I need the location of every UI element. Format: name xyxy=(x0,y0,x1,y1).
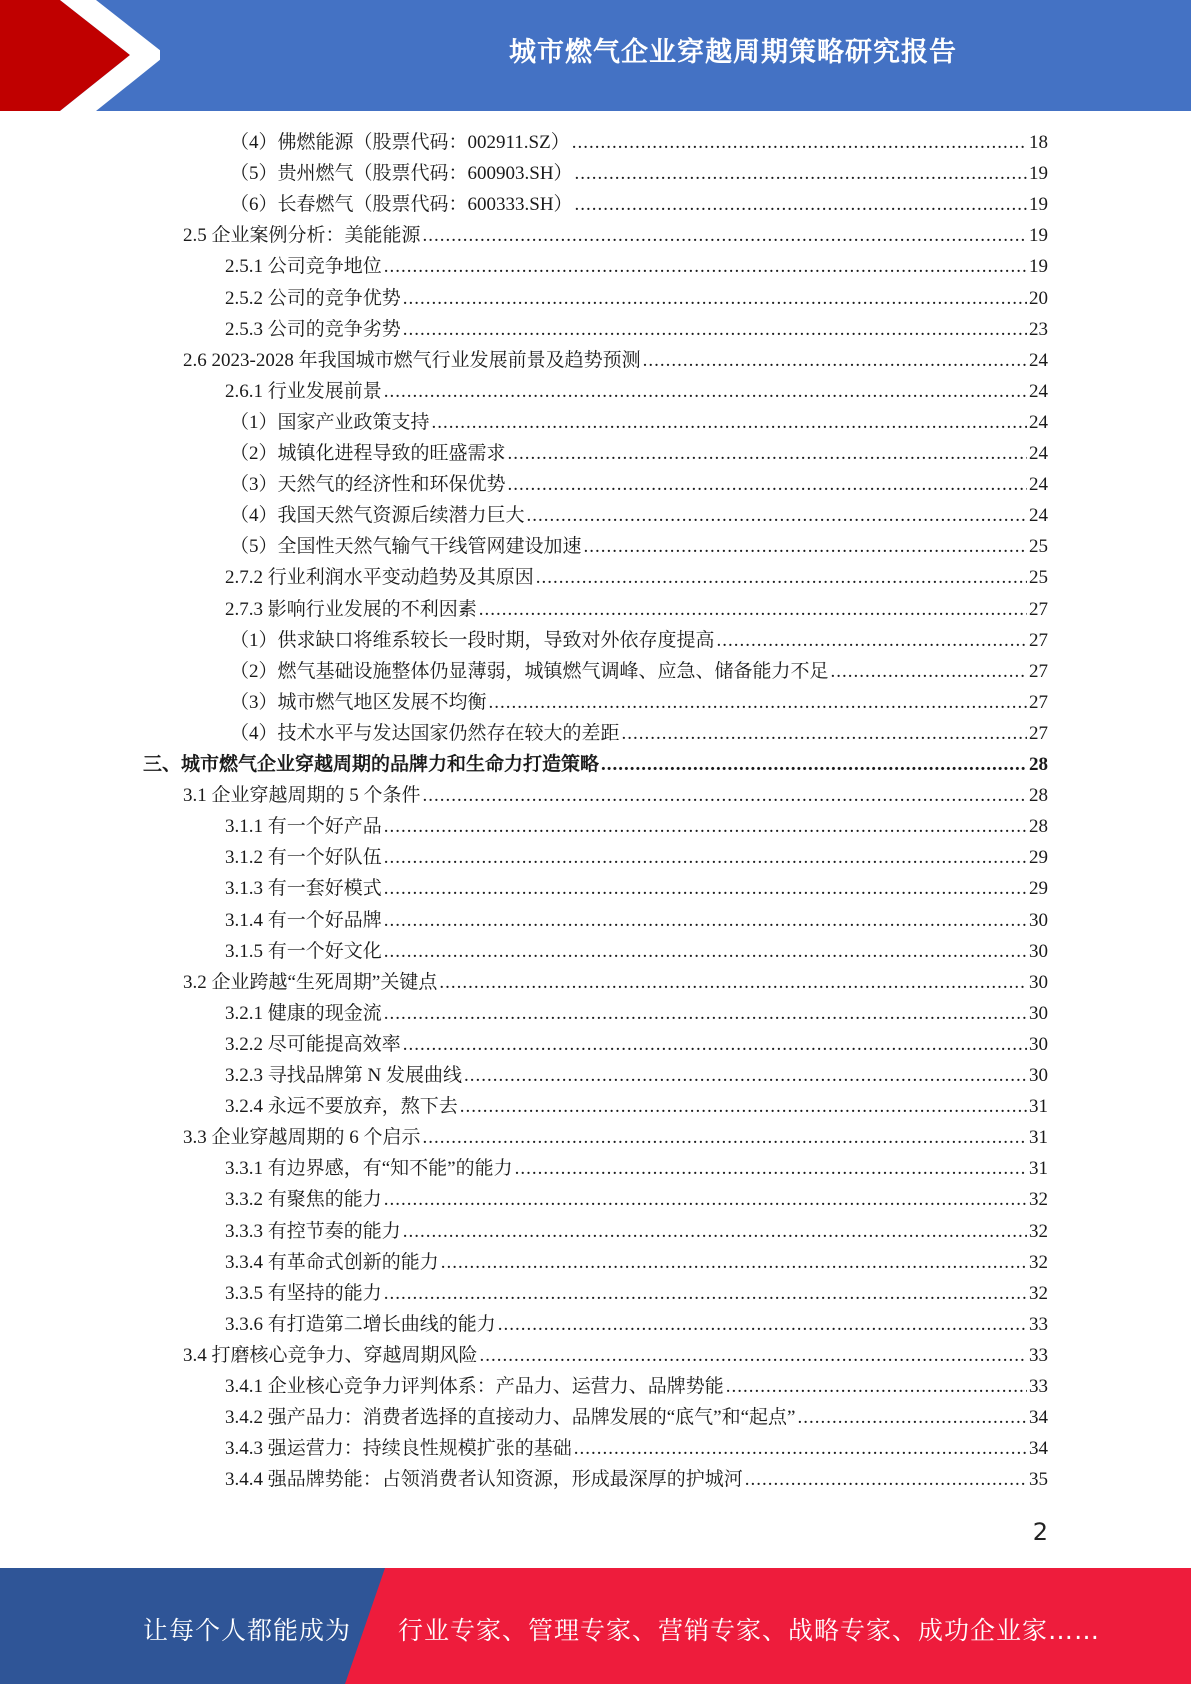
toc-entry-title: 3.1.1 有一个好产品 xyxy=(225,816,382,838)
toc-entry[interactable] xyxy=(183,780,1048,811)
toc-dot-leader xyxy=(480,1340,1027,1371)
toc-entry[interactable] xyxy=(225,1091,1048,1122)
toc-page-number: 18 xyxy=(1029,132,1048,153)
toc-page-number: 35 xyxy=(1029,1469,1048,1491)
toc-page-number: 24 xyxy=(1029,443,1048,464)
toc-entry[interactable] xyxy=(225,873,1048,904)
toc-entry[interactable] xyxy=(225,1371,1048,1402)
toc-entry-title: （1）供求缺口将维系较长一段时期，导致对外依存度提高 xyxy=(230,629,715,651)
toc-entry-title: 3.1.3 有一套好模式 xyxy=(225,878,382,900)
toc-dot-leader xyxy=(403,1216,1027,1247)
toc-dot-leader xyxy=(575,189,1027,220)
toc-entry[interactable] xyxy=(225,1060,1048,1091)
toc-dot-leader xyxy=(643,345,1027,376)
toc-dot-leader xyxy=(384,905,1027,936)
toc-dot-leader xyxy=(508,469,1027,500)
toc-page-number: 31 xyxy=(1029,1127,1048,1149)
toc-entry[interactable] xyxy=(225,594,1048,625)
toc-page-number: 27 xyxy=(1029,722,1048,744)
toc-page-number: 25 xyxy=(1029,536,1048,558)
toc-dot-leader xyxy=(831,656,1027,687)
toc-entry-title: （3）天然气的经济性和环保优势 xyxy=(230,474,506,496)
toc-page-number: 28 xyxy=(1029,816,1048,838)
toc-entry[interactable] xyxy=(230,189,1048,220)
toc-entry[interactable] xyxy=(230,500,1048,531)
toc-dot-leader xyxy=(508,438,1027,469)
toc-dot-leader xyxy=(423,1122,1027,1153)
toc-entry-title: 3.3.2 有聚焦的能力 xyxy=(225,1189,382,1211)
toc-dot-leader xyxy=(464,1060,1027,1091)
toc-entry[interactable] xyxy=(183,967,1048,998)
toc-dot-leader xyxy=(403,283,1027,314)
toc-dot-leader xyxy=(423,220,1027,251)
toc-dot-leader xyxy=(403,314,1027,345)
toc-page-number: 27 xyxy=(1029,660,1048,682)
toc-page-number: 25 xyxy=(1029,567,1048,589)
toc-page-number: 24 xyxy=(1029,349,1048,371)
toc-dot-leader xyxy=(489,687,1027,718)
toc-page-number: 30 xyxy=(1029,909,1048,931)
toc-page-number: 27 xyxy=(1029,691,1048,713)
toc-page-number: 31 xyxy=(1029,1096,1048,1118)
toc-dot-leader xyxy=(403,1029,1027,1060)
toc-entry-title: 3.1.5 有一个好文化 xyxy=(225,940,382,962)
toc-page-number: 24 xyxy=(1029,411,1048,433)
toc-entry-title: （4）佛燃能源（股票代码：002911.SZ） xyxy=(230,132,570,153)
toc-entry-title: 3.4.3 强运营力：持续良性规模扩张的基础 xyxy=(225,1438,572,1460)
toc-page-number: 20 xyxy=(1029,287,1048,309)
toc-entry[interactable] xyxy=(183,1340,1048,1371)
toc-entry[interactable] xyxy=(230,127,1048,158)
toc-entry[interactable] xyxy=(225,1309,1048,1340)
toc-dot-leader xyxy=(601,749,1027,780)
toc-entry-title: 3.4.2 强产品力：消费者选择的直接动力、品牌发展的“底气”和“起点” xyxy=(225,1407,796,1429)
toc-page-number: 31 xyxy=(1029,1158,1048,1180)
toc-dot-leader xyxy=(384,998,1027,1029)
toc-entry[interactable] xyxy=(183,345,1048,376)
toc-entry-title: 2.5 企业案例分析：美能能源 xyxy=(183,225,421,247)
toc-entry[interactable] xyxy=(225,1029,1048,1060)
toc-entry-title: （2）城镇化进程导致的旺盛需求 xyxy=(230,443,506,464)
toc-entry-title: （2）燃气基础设施整体仍显薄弱，城镇燃气调峰、应急、储备能力不足 xyxy=(230,660,829,682)
toc-entry-title: （5）贵州燃气（股票代码：600903.SH） xyxy=(230,163,573,185)
toc-page-number: 32 xyxy=(1029,1220,1048,1242)
toc-dot-leader xyxy=(384,1184,1027,1215)
toc-page-number: 30 xyxy=(1029,1033,1048,1055)
toc-entry[interactable] xyxy=(230,687,1048,718)
toc-entry-title: 3.1.4 有一个好品牌 xyxy=(225,909,382,931)
toc-entry-title: 3.2.1 健康的现金流 xyxy=(225,1002,382,1024)
footer-slogan-left: 让每个人都能成为 xyxy=(143,1616,352,1645)
toc-dot-leader xyxy=(384,251,1027,282)
toc-page-number: 24 xyxy=(1029,505,1048,527)
toc-entry[interactable] xyxy=(225,936,1048,967)
toc-entry-title: 2.7.3 影响行业发展的不利因素 xyxy=(225,598,477,620)
toc-entry[interactable] xyxy=(225,314,1048,345)
toc-dot-leader xyxy=(384,873,1027,904)
toc-dot-leader xyxy=(384,936,1027,967)
toc-dot-leader xyxy=(515,1153,1027,1184)
toc-entry[interactable] xyxy=(183,1122,1048,1153)
toc-entry[interactable] xyxy=(230,656,1048,687)
toc-entry[interactable] xyxy=(225,376,1048,407)
toc-entry[interactable] xyxy=(230,438,1048,469)
toc-dot-leader xyxy=(460,1091,1027,1122)
toc-entry[interactable] xyxy=(225,842,1048,873)
toc-page-number: 34 xyxy=(1029,1407,1048,1429)
toc-entry-title: 3.3.1 有边界感，有“知不能”的能力 xyxy=(225,1158,513,1180)
toc-entry[interactable] xyxy=(225,1153,1048,1184)
toc-entry[interactable] xyxy=(230,625,1048,656)
toc-page-number: 23 xyxy=(1029,318,1048,340)
toc-entry-title: 3.2 企业跨越“生死周期”关键点 xyxy=(183,971,438,993)
toc-entry[interactable] xyxy=(225,1184,1048,1215)
toc-entry-title: 2.6.1 行业发展前景 xyxy=(225,380,382,402)
toc-entry[interactable] xyxy=(225,562,1048,593)
toc-entry-title: 三、城市燃气企业穿越周期的品牌力和生命力打造策略 xyxy=(143,754,600,775)
toc-entry-title: 3.3 企业穿越周期的 6 个启示 xyxy=(183,1127,421,1149)
toc-entry-title: （4）我国天然气资源后续潜力巨大 xyxy=(230,505,525,527)
toc-entry[interactable] xyxy=(183,220,1048,251)
toc-page-number: 32 xyxy=(1029,1251,1048,1273)
toc-page-number: 33 xyxy=(1029,1344,1048,1366)
toc-entry-title: 2.7.2 行业利润水平变动趋势及其原因 xyxy=(225,567,534,589)
toc-entry[interactable] xyxy=(225,1402,1048,1433)
toc-page-number: 34 xyxy=(1029,1438,1048,1460)
toc-page-number: 30 xyxy=(1029,971,1048,993)
toc-page-number: 27 xyxy=(1029,629,1048,651)
toc-entry-title: 3.3.5 有坚持的能力 xyxy=(225,1282,382,1304)
toc-entry-title: 3.3.3 有控节奏的能力 xyxy=(225,1220,401,1242)
toc-entry-title: 3.3.6 有打造第二增长曲线的能力 xyxy=(225,1313,496,1335)
toc-page-number: 30 xyxy=(1029,940,1048,962)
toc-page-number: 24 xyxy=(1029,380,1048,402)
toc-page-number: 30 xyxy=(1029,1065,1048,1086)
toc-entry[interactable] xyxy=(225,905,1048,936)
toc-entry[interactable] xyxy=(225,1464,1048,1495)
toc-page-number: 33 xyxy=(1029,1376,1048,1397)
toc-page-number: 32 xyxy=(1029,1189,1048,1211)
toc-entry[interactable] xyxy=(230,407,1048,438)
toc-entry[interactable] xyxy=(230,531,1048,562)
toc-entry-title: 2.5.3 公司的竞争劣势 xyxy=(225,318,401,340)
toc-dot-leader xyxy=(384,1278,1027,1309)
toc-page-number: 29 xyxy=(1029,878,1048,900)
toc-page-number: 19 xyxy=(1029,194,1048,216)
toc-dot-leader xyxy=(572,127,1027,158)
toc-entry-title: 3.3.4 有革命式创新的能力 xyxy=(225,1251,439,1273)
toc-page-number: 32 xyxy=(1029,1282,1048,1304)
toc-dot-leader xyxy=(574,1433,1027,1464)
toc-dot-leader xyxy=(726,1371,1027,1402)
toc-dot-leader xyxy=(384,811,1027,842)
toc-page-number: 19 xyxy=(1029,256,1048,278)
toc-page-number: 30 xyxy=(1029,1002,1048,1024)
toc-entry[interactable] xyxy=(225,811,1048,842)
page-footer xyxy=(0,1568,1191,1684)
toc-page-number: 27 xyxy=(1029,598,1048,620)
toc-dot-leader xyxy=(797,1402,1027,1433)
toc-entry[interactable] xyxy=(225,1278,1048,1309)
toc-entry[interactable] xyxy=(225,251,1048,282)
header-arrow-decoration xyxy=(0,0,160,111)
toc-entry-title: 2.6 2023-2028 年我国城市燃气行业发展前景及趋势预测 xyxy=(183,349,641,371)
toc-entry[interactable] xyxy=(230,158,1048,189)
toc-entry-title: 3.2.4 永远不要放弃，熬下去 xyxy=(225,1096,458,1118)
toc-dot-leader xyxy=(384,376,1027,407)
toc-dot-leader xyxy=(439,967,1027,998)
toc-dot-leader xyxy=(441,1247,1027,1278)
toc-dot-leader xyxy=(622,718,1027,749)
toc-entry-title: 2.5.1 公司竞争地位 xyxy=(225,256,382,278)
toc-entry-title: 3.2.2 尽可能提高效率 xyxy=(225,1033,401,1055)
toc-dot-leader xyxy=(717,625,1027,656)
toc-entry-title: （3）城市燃气地区发展不均衡 xyxy=(230,691,487,713)
toc-dot-leader xyxy=(575,158,1027,189)
toc-entry-title: 3.1 企业穿越周期的 5 个条件 xyxy=(183,785,421,807)
toc-entry[interactable] xyxy=(225,1216,1048,1247)
toc-dot-leader xyxy=(479,594,1027,625)
page-number: 2 xyxy=(1032,1518,1048,1546)
toc-page-number: 19 xyxy=(1029,225,1048,247)
toc-entry[interactable] xyxy=(225,1247,1048,1278)
toc-entry-title: 3.4.4 强品牌势能：占领消费者认知资源，形成最深厚的护城河 xyxy=(225,1469,743,1491)
toc-entry-title: （6）长春燃气（股票代码：600333.SH） xyxy=(230,194,573,216)
toc-dot-leader xyxy=(536,562,1027,593)
toc-page-number: 29 xyxy=(1029,847,1048,869)
toc-dot-leader xyxy=(527,500,1027,531)
footer-slogan-right: 行业专家、管理专家、营销专家、战略专家、成功企业家…… xyxy=(398,1616,1101,1645)
toc-entry[interactable] xyxy=(225,1433,1048,1464)
toc-page-number: 28 xyxy=(1029,785,1048,807)
toc-entry-title: （4）技术水平与发达国家仍然存在较大的差距 xyxy=(230,722,620,744)
toc-dot-leader xyxy=(584,531,1027,562)
toc-dot-leader xyxy=(745,1464,1027,1495)
toc-entry[interactable] xyxy=(230,469,1048,500)
toc-entry[interactable] xyxy=(225,998,1048,1029)
toc-entry-title: 3.4.1 企业核心竞争力评判体系：产品力、运营力、品牌势能 xyxy=(225,1376,724,1397)
toc-dot-leader xyxy=(423,780,1027,811)
toc-entry-title: （5）全国性天然气输气干线管网建设加速 xyxy=(230,536,582,558)
toc-entry-title: 3.2.3 寻找品牌第 N 发展曲线 xyxy=(225,1065,462,1086)
toc-page-number: 28 xyxy=(1029,754,1048,775)
report-title: 城市燃气企业穿越周期策略研究报告 xyxy=(509,37,957,68)
toc-dot-leader xyxy=(432,407,1027,438)
toc-entry[interactable] xyxy=(225,283,1048,314)
toc-page-number: 24 xyxy=(1029,474,1048,496)
toc-entry[interactable] xyxy=(143,749,1048,780)
toc-page-number: 19 xyxy=(1029,163,1048,185)
toc-entry-title: 3.4 打磨核心竞争力、穿越周期风险 xyxy=(183,1344,478,1366)
toc-entry-title: 3.1.2 有一个好队伍 xyxy=(225,847,382,869)
toc-dot-leader xyxy=(384,842,1027,873)
toc-entry[interactable] xyxy=(230,718,1048,749)
toc-entry-title: 2.5.2 公司的竞争优势 xyxy=(225,287,401,309)
toc-page-number: 33 xyxy=(1029,1313,1048,1335)
page-header xyxy=(0,0,1191,111)
toc-entry-title: （1）国家产业政策支持 xyxy=(230,411,430,433)
toc-dot-leader xyxy=(498,1309,1027,1340)
